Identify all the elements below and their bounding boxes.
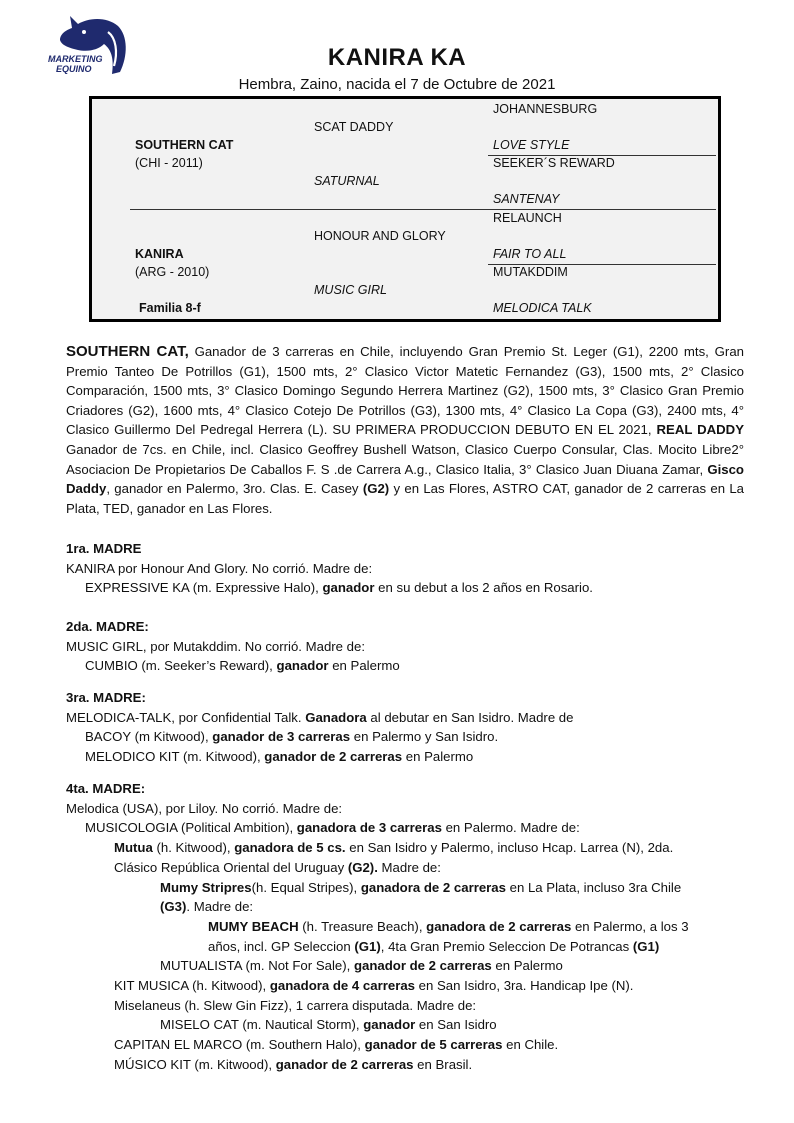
produce-line [66,1035,756,1055]
produce-text: (h. Equal Stripes), [251,879,361,895]
pedigree-sire-origin: (CHI - 2011) [135,156,203,170]
produce-bold: ganador de 2 carreras [353,958,492,974]
section-heading: 2da. MADRE: [66,619,149,634]
sire-text: y en Las Flores, ASTRO CAT, ganador de 2 carreras en La Plata, TED, ganador en Las Flores. [66,481,744,516]
produce-text: EXPRESSIVE KA (m. Expressive Halo), [85,580,323,596]
sire-text: , ganador en Palermo, 3ro. Clas. E. Casey [106,481,363,497]
produce-bold: ganador de 3 carreras [212,729,351,745]
produce-text: (h. Kitwood), [152,840,235,856]
produce-text: en Palermo [491,958,563,974]
produce-text: . Madre de: [186,899,254,915]
pedigree-ssd: LOVE STYLE [493,138,570,152]
produce-text: Madre de: [377,859,441,875]
dam-line: KANIRA por Honour And Glory. No corrió. Madre de: [66,560,373,576]
produce-text: en San Isidro [415,1017,497,1033]
produce-line [66,747,756,767]
sire-paragraph [66,342,744,518]
produce-text: en Chile. [502,1037,559,1053]
logo-line-2: EQUINO [56,64,92,74]
produce-line [66,937,756,957]
produce-bold: ganador [363,1017,416,1033]
produce-text: años, incl. GP Seleccion [208,938,355,954]
produce-text: , 4ta Gran Premio Seleccion De Potrancas [380,938,633,954]
pedigree-dam-origin: (ARG - 2010) [135,265,210,279]
dam-line: MUSIC GIRL, por Mutakddim. No corrió. Madre de: [66,638,366,654]
produce-text: en Palermo, a los 3 [571,918,689,934]
produce-line [66,578,756,598]
first-dam-section [66,539,756,598]
produce-bold: ganadora de 5 cs. [234,840,346,856]
sire-text-bold: (G2) [362,481,390,497]
produce-bold: (G2). [347,859,378,875]
produce-text: Clásico República Oriental del Uruguay [114,859,348,875]
pedigree-sds: SEEKER´S REWARD [493,156,615,170]
produce-text: en Palermo. Madre de: [441,820,580,836]
produce-text: en Palermo [402,749,474,765]
pedigree-sss: JOHANNESBURG [493,102,598,116]
produce-line [66,727,756,747]
page-title: KANIRA KA [327,44,467,71]
sire-text: Ganador de 7cs. en Chile, incl. Clasico Geoffrey Bushell Watson, Clasico Cuerpo Consular, Clas. Mocito Libre2° Asociacion De Propietarios De Caballos F. S .de Carrera A.g., Clasico Italia, 3° Clasico Juan Diuana Zamar, [66,441,744,477]
pedigree-ss: SCAT DADDY [314,120,394,134]
fourth-dam-section [66,779,756,1075]
produce-text: en San Isidro y Palermo, incluso Hcap. Larrea (N), 2da. [345,840,674,856]
pedigree-dsd: FAIR TO ALL [493,247,567,261]
produce-line [66,858,756,878]
dam-bold: Ganadora [305,709,367,725]
sire-text: Ganador de 3 carreras en Chile, incluyendo Gran Premio St. Leger (G1), 2200 mts, Gran Premio Tanteo De Potrillos (G1), 1500 mts, 2° Clasico Victor Matetic Fernandez (G3), 1500 mts, 2° Clasico Comparación, 1500 mts, 3° Clasico Domingo Segundo Herrera Martinez (G2), 1500 mts, 3° Clasico Gran Premio Criadores (G2), 1600 mts, 4° Clasico Cotejo De Potrillos (G3), 1300 mts, 4° Clasico La Copa (G3), 2400 mts, 4° Clasico Guillermo Del Pedregal Herrera (L). SU PRIMERA PRODUCCION DEBUTO EN EL 2021, [66,344,744,438]
produce-bold: (G1) [632,938,660,954]
produce-bold: Mutua [114,840,153,856]
produce-bold: ganador de 2 carreras [264,749,403,765]
pedigree-dss: RELAUNCH [493,211,562,225]
dam-line: Melodica (USA), por Liloy. No corrió. Madre de: [66,800,343,816]
pedigree-table [89,96,721,322]
produce-bold: ganador [322,580,375,596]
pedigree-dd: MUSIC GIRL [314,283,387,297]
produce-text: MUSICOLOGIA (Political Ambition), [85,820,297,836]
produce-line [66,976,756,996]
produce-text: CAPITAN EL MARCO (m. Southern Halo), [114,1037,365,1053]
produce-text: en su debut a los 2 años en Rosario. [374,580,593,596]
section-heading: 1ra. MADRE [66,541,142,556]
logo-line-1: MARKETING [48,54,103,64]
produce-line [66,897,756,917]
produce-bold: ganadora de 2 carreras [360,879,506,895]
produce-line [66,1015,756,1035]
produce-text: MUTUALISTA (m. Not For Sale), [160,958,354,974]
pedigree-dds: MUTAKDDIM [493,265,568,279]
produce-text: CUMBIO (m. Seeker’s Reward), [85,658,277,674]
pedigree-sdd: SANTENAY [493,192,560,206]
produce-line: Miselaneus (h. Slew Gin Fizz), 1 carrera disputada. Madre de: [114,997,477,1013]
pedigree-ddd: MELODICA TALK [493,301,592,315]
produce-text: MELODICO KIT (m. Kitwood), [85,749,265,765]
produce-text: KIT MUSICA (h. Kitwood), [114,978,270,994]
produce-bold: (G3) [160,899,187,915]
pedigree-sire: SOUTHERN CAT [135,138,234,152]
sire-name: SOUTHERN CAT, [66,343,189,360]
produce-bold: ganadora de 3 carreras [296,820,442,836]
section-heading: 3ra. MADRE: [66,690,146,705]
produce-line [66,656,756,676]
produce-text: en Palermo y San Isidro. [350,729,499,745]
produce-line [66,878,756,898]
sire-text-bold: Gisco Daddy [66,461,744,497]
sire-text-bold: REAL DADDY [656,422,744,438]
produce-line [66,1055,756,1075]
pedigree-ds: HONOUR AND GLORY [314,229,446,243]
dam-line [66,708,756,728]
produce-line [66,838,756,858]
pedigree-sd: SATURNAL [314,174,380,188]
produce-line [66,917,756,937]
produce-bold: (G1) [354,938,381,954]
third-dam-section [66,688,756,767]
section-heading: 4ta. MADRE: [66,781,146,796]
produce-bold: ganadora de 4 carreras [269,978,415,994]
page-subtitle: Hembra, Zaino, nacida el 7 de Octubre de 2021 [238,76,556,93]
produce-bold: ganador [276,658,329,674]
dam-text: MELODICA-TALK, por Confidential Talk. [66,709,306,725]
second-dam-section [66,617,756,676]
divider [130,209,716,210]
pedigree-family: Familia 8-f [139,301,201,315]
produce-text: en Palermo [328,658,400,674]
produce-text: (h. Treasure Beach), [298,918,427,934]
produce-bold: ganador de 5 carreras [364,1037,503,1053]
produce-text: BACOY (m Kitwood), [85,729,213,745]
produce-bold: MUMY BEACH [208,918,299,934]
produce-text: MISELO CAT (m. Nautical Storm), [160,1017,364,1033]
produce-bold: ganadora de 2 carreras [426,918,572,934]
produce-line [66,818,756,838]
produce-text: MÚSICO KIT (m. Kitwood), [114,1056,276,1072]
pedigree-dam: KANIRA [135,247,184,261]
produce-bold: ganador de 2 carreras [275,1056,414,1072]
produce-text: en Brasil. [413,1056,473,1072]
produce-text: en La Plata, incluso 3ra Chile [505,879,682,895]
produce-bold: Mumy Stripres [160,879,252,895]
produce-line [66,956,756,976]
dam-text: al debutar en San Isidro. Madre de [366,709,574,725]
produce-text: en San Isidro, 3ra. Handicap Ipe (N). [415,978,634,994]
